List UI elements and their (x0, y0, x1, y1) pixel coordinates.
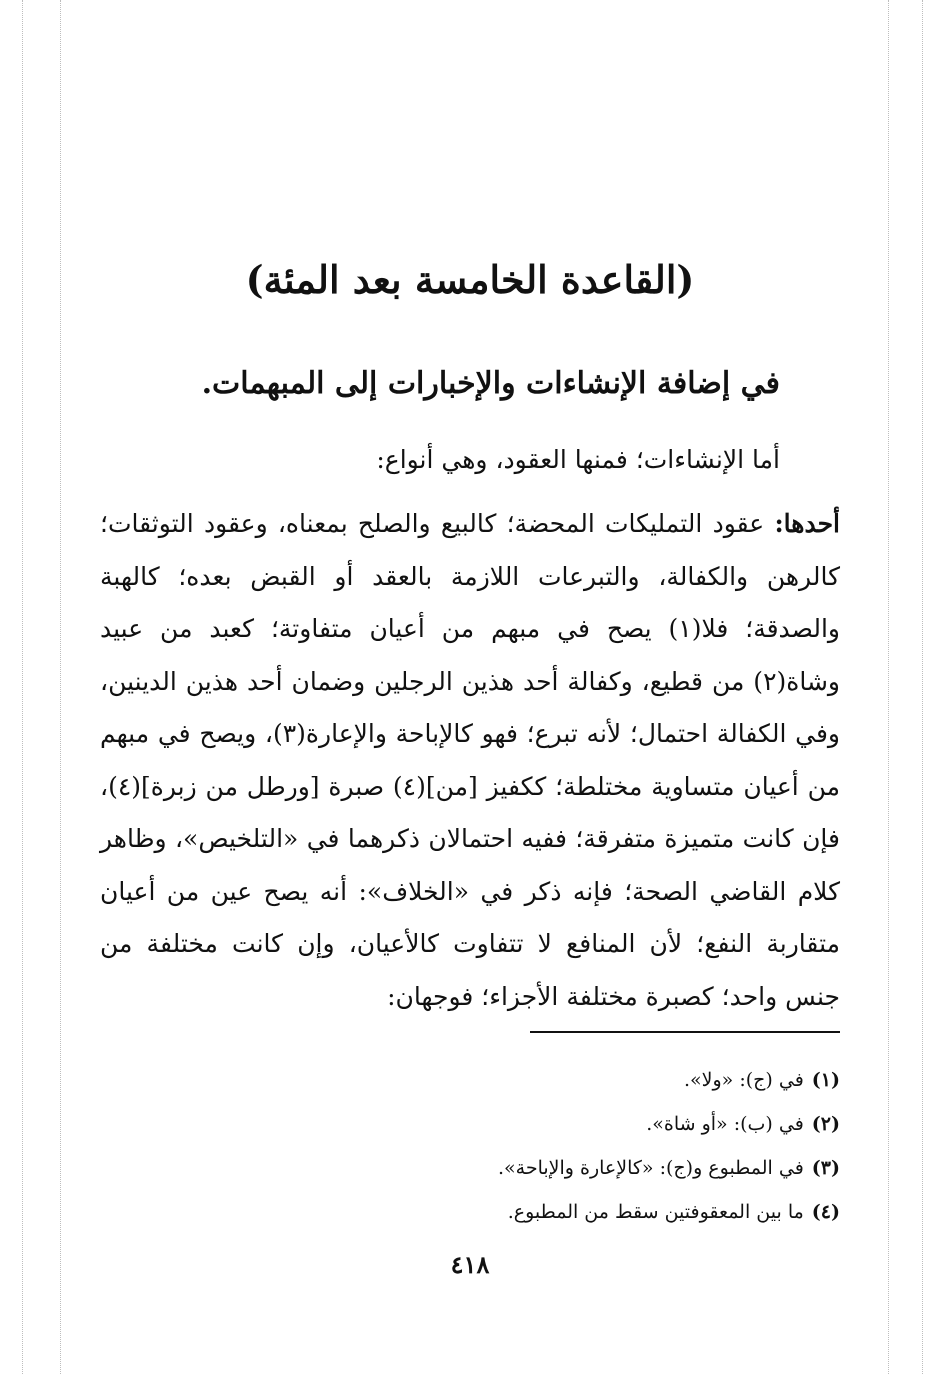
footnote-item (100, 1146, 840, 1190)
body-text: عقود التمليكات المحضة؛ كالبيع والصلح بمعناه، وعقود التوثقات؛ كالرهن والكفالة، والتبرعات اللازمة بالعقد أو القبض بعده؛ كالهبة والصدقة؛ فلا(١) يصح في مبهم من أعيان متفاوتة؛ كعبد من عبيد وشاة(٢) من قطيع، وكفالة أحد هذين الرجلين وضمان أحد هذين الدينين، وفي الكفالة احتمال؛ لأنه تبرع؛ فهو كالإباحة والإعارة(٣)، ويصح في مبهم من أعيان متساوية مختلطة؛ ككفيز [من](٤) صبرة [ورطل من زبرة](٤)، فإن كانت متميزة متفرقة؛ ففيه احتمالان ذكرهما في «التلخيص»، وظاهر كلام القاضي الصحة؛ فإنه ذكر في «الخلاف»: أنه يصح عين من أعيان متقاربة النفع؛ لأن المنافع لا تتفاوت كالأعيان، وإن كانت مختلفة من جنس واحد؛ كصبرة مختلفة الأجزاء؛ فوجهان: (100, 509, 841, 1011)
footnote-item (100, 1190, 840, 1234)
intro-paragraph: أما الإنشاءات؛ فمنها العقود، وهي أنواع: (376, 445, 780, 474)
footnote-item (100, 1058, 840, 1102)
body-lead: أحدها: (774, 509, 840, 538)
footnote-number: (٢) (811, 1113, 840, 1135)
chapter-title: (القاعدة الخامسة بعد المئة) (245, 257, 695, 302)
footnotes-list (100, 1058, 840, 1234)
footnote-number: (٤) (811, 1201, 840, 1223)
footnote-number: (٣) (811, 1157, 840, 1179)
footnote-divider (530, 1031, 840, 1033)
footnote-text: في (ج): «ولا». (683, 1069, 804, 1091)
page-number: ٤١٨ (450, 1250, 490, 1279)
footnote-text: في (ب): «أو شاة». (646, 1113, 804, 1135)
body-paragraph (100, 498, 840, 1023)
scan-edge-line (60, 0, 61, 1374)
footnote-number: (١) (811, 1069, 840, 1091)
footnote-text: ما بين المعقوفتين سقط من المطبوع. (507, 1201, 804, 1223)
book-page (100, 0, 840, 1374)
scan-edge-line (22, 0, 23, 1374)
footnote-item (100, 1102, 840, 1146)
scan-edge-line (888, 0, 889, 1374)
footnote-text: في المطبوع و(ج): «كالإعارة والإباحة». (498, 1157, 804, 1179)
section-subtitle: في إضافة الإنشاءات والإخبارات إلى المبهمات. (201, 366, 780, 401)
scan-edge-line (922, 0, 923, 1374)
